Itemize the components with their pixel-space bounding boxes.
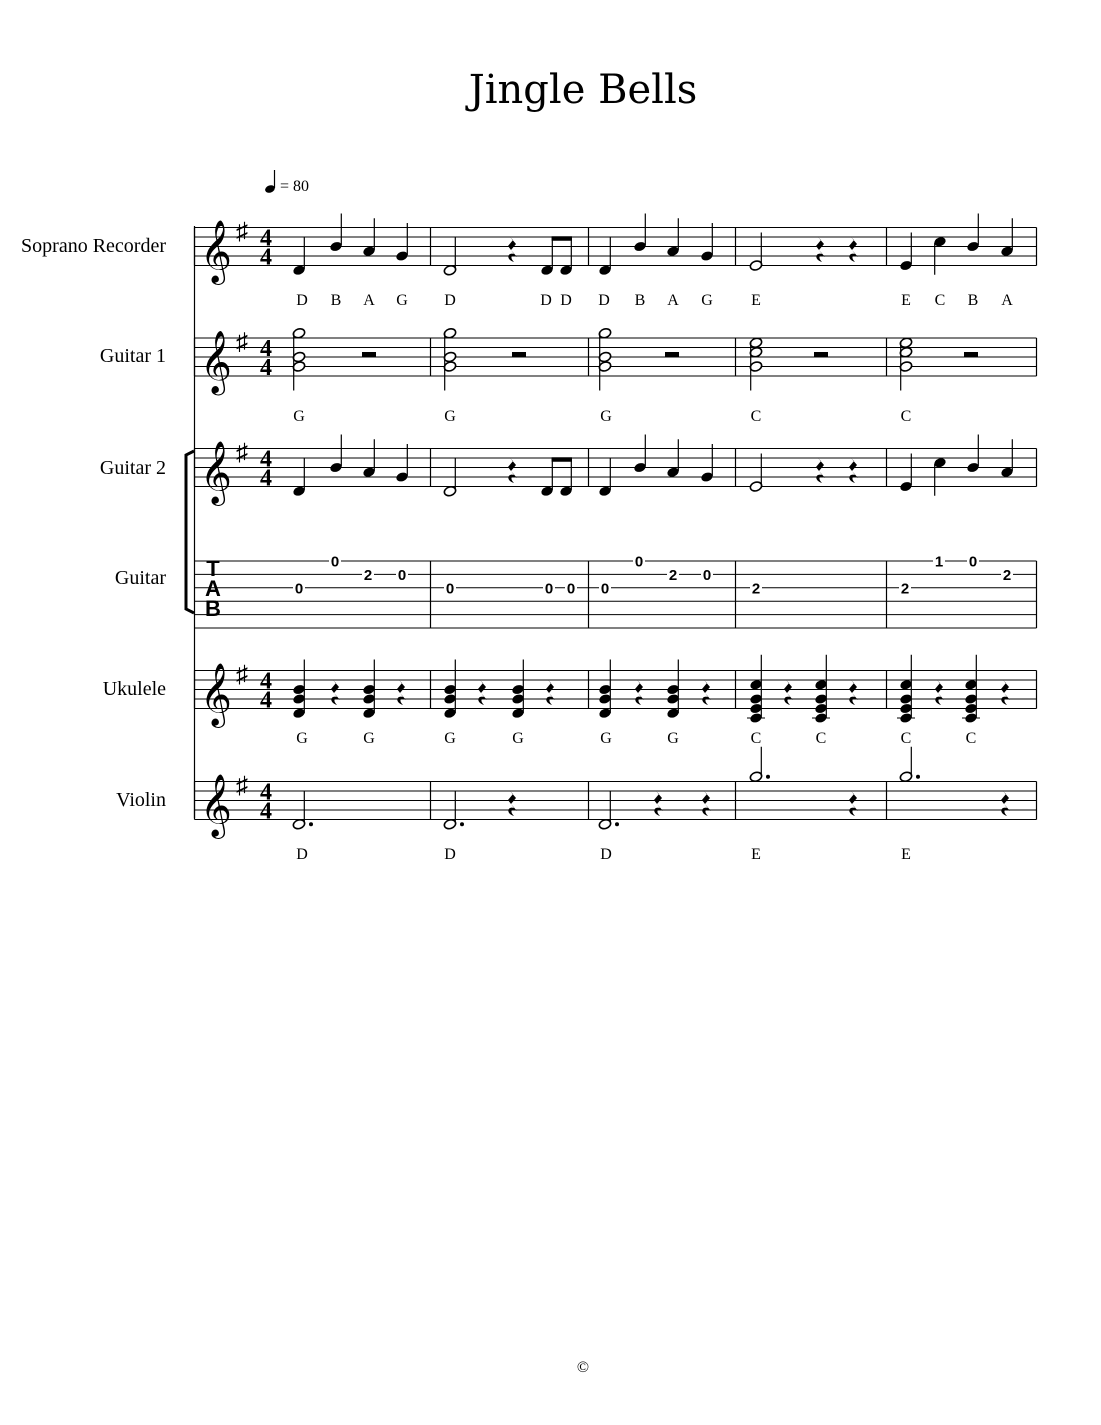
quarter-rest-icon <box>849 791 858 816</box>
quarter-rest-icon <box>849 458 858 483</box>
chord-name: G <box>293 408 305 425</box>
staff-label-guitar2: Guitar 2 <box>99 457 166 479</box>
note-name: D <box>540 292 552 309</box>
note <box>933 457 947 496</box>
note-name: B <box>330 292 342 309</box>
tab-fret-number: 0 <box>330 553 340 571</box>
chord-name: G <box>363 730 375 747</box>
tab-fret-number: 2 <box>363 566 373 584</box>
staff-label-guitar1: Guitar 1 <box>99 345 166 367</box>
sharp-icon: ♯ <box>236 662 248 688</box>
note <box>292 237 306 276</box>
tab-clef-letter: A <box>205 576 221 601</box>
note <box>292 458 306 497</box>
tab-fret-number: 0 <box>566 580 576 598</box>
note <box>700 444 714 483</box>
note <box>443 791 464 830</box>
tab-fret-number: 2 <box>1002 566 1012 584</box>
tab-fret-number: 0 <box>634 553 644 571</box>
beam <box>552 236 572 241</box>
note-name: D <box>560 292 572 309</box>
time-signature-bottom: 4 <box>260 244 272 271</box>
note-name: A <box>1001 292 1013 309</box>
note <box>666 218 680 257</box>
sharp-icon: ♯ <box>236 440 248 466</box>
note <box>933 236 947 275</box>
note <box>598 237 612 276</box>
treble-clef-icon: 𝄞 <box>200 442 232 503</box>
note <box>540 237 554 276</box>
staff-guitar-tab <box>195 554 1037 629</box>
note <box>292 791 313 830</box>
note <box>1000 439 1014 478</box>
staff-label-tab: Guitar <box>114 567 166 589</box>
note-name: E <box>751 292 761 309</box>
chord <box>292 660 306 720</box>
note-name: E <box>901 846 911 863</box>
treble-clef-icon: 𝄞 <box>200 775 232 836</box>
tab-fret-number: 2 <box>751 580 761 598</box>
time-signature-top: 4 <box>260 336 272 362</box>
chord-name: G <box>296 730 308 747</box>
chord-name: G <box>444 408 456 425</box>
chord-name: C <box>900 730 912 747</box>
note <box>395 223 409 262</box>
staff-bracket <box>186 451 194 613</box>
quarter-rest-icon <box>849 237 858 262</box>
tab-fret-number: 0 <box>397 566 407 584</box>
chord <box>666 660 680 720</box>
half-rest-icon <box>964 352 978 357</box>
tab-fret-number: 2 <box>900 580 910 598</box>
note <box>329 435 343 474</box>
tempo-text: = 80 <box>280 178 310 195</box>
chord-name: C <box>900 408 912 425</box>
quarter-rest-icon <box>635 680 644 705</box>
chord <box>598 327 612 390</box>
quarter-rest-icon <box>702 791 711 816</box>
note <box>966 214 980 253</box>
note-name: G <box>701 292 713 309</box>
note-name: A <box>667 292 679 309</box>
quarter-rest-icon <box>849 680 858 705</box>
tab-clef-letter: B <box>205 596 221 621</box>
note-name: D <box>296 846 308 863</box>
quarter-rest-icon <box>935 680 944 705</box>
note <box>362 218 376 257</box>
score-title: Jingle Bells <box>468 67 698 113</box>
note <box>749 747 770 783</box>
chord-name: G <box>444 730 456 747</box>
tab-fret-number: 1 <box>934 553 944 571</box>
staff-label-violin: Violin <box>116 789 166 811</box>
note <box>966 435 980 474</box>
half-rest-icon <box>362 352 376 357</box>
chord <box>749 337 763 391</box>
note <box>633 435 647 474</box>
quarter-rest-icon <box>654 791 663 816</box>
quarter-rest-icon <box>784 680 793 705</box>
note <box>598 791 619 830</box>
dot <box>766 775 770 779</box>
chord-name: G <box>600 730 612 747</box>
quarter-rest-icon <box>546 680 555 705</box>
beam <box>552 457 572 462</box>
dot <box>309 822 313 826</box>
chord <box>362 660 376 720</box>
quarter-rest-icon <box>508 791 517 816</box>
copyright-symbol: © <box>576 1359 590 1376</box>
note <box>362 439 376 478</box>
note <box>1000 218 1014 257</box>
note-name: E <box>751 846 761 863</box>
chord-name: G <box>667 730 679 747</box>
chord <box>899 337 913 391</box>
note-name: D <box>296 292 308 309</box>
quarter-rest-icon <box>1001 680 1010 705</box>
staff-soprano-recorder <box>195 219 1037 286</box>
time-signature-top: 4 <box>260 668 272 695</box>
sharp-icon: ♯ <box>236 773 248 799</box>
note <box>443 458 457 497</box>
note <box>329 214 343 253</box>
note <box>559 237 573 276</box>
note <box>540 458 554 497</box>
note-name: G <box>396 292 408 309</box>
chord-name: G <box>512 730 524 747</box>
quarter-rest-icon <box>816 237 825 262</box>
chord <box>511 660 525 720</box>
chord-name: G <box>600 408 612 425</box>
note <box>700 223 714 262</box>
half-rest-icon <box>512 352 526 357</box>
note-name: B <box>967 292 979 309</box>
note-name: D <box>598 292 610 309</box>
quarter-rest-icon <box>331 680 340 705</box>
dot <box>615 822 619 826</box>
note <box>559 458 573 497</box>
note <box>598 458 612 497</box>
note <box>899 233 913 272</box>
note-name: C <box>934 292 946 309</box>
quarter-rest-icon <box>508 237 517 262</box>
tempo-marking <box>264 170 309 195</box>
tab-fret-number: 0 <box>600 580 610 598</box>
note <box>443 237 457 276</box>
note <box>749 454 763 493</box>
chord <box>443 660 457 720</box>
note <box>395 444 409 483</box>
dot <box>916 775 920 779</box>
half-rest-icon <box>665 352 679 357</box>
tab-fret-number: 0 <box>544 580 554 598</box>
treble-clef-icon: 𝄞 <box>200 332 232 392</box>
note <box>666 439 680 478</box>
tab-fret-number: 2 <box>668 566 678 584</box>
time-signature-bottom: 4 <box>260 687 272 714</box>
tab-fret-number: 0 <box>702 566 712 584</box>
note-name: D <box>444 292 456 309</box>
tab-fret-number: 0 <box>968 553 978 571</box>
note-name: D <box>600 846 612 863</box>
chord-name: C <box>750 408 762 425</box>
half-rest-icon <box>814 352 828 357</box>
chord <box>598 660 612 720</box>
chord-name: C <box>750 730 762 747</box>
note <box>899 454 913 493</box>
note <box>633 214 647 253</box>
sharp-icon: ♯ <box>236 219 248 245</box>
quarter-rest-icon <box>816 458 825 483</box>
time-signature-top: 4 <box>260 446 272 473</box>
tab-clef-letter: T <box>206 556 220 581</box>
staff-label-recorder: Soprano Recorder <box>21 235 166 257</box>
time-signature-bottom: 4 <box>260 798 272 825</box>
quarter-rest-icon <box>478 680 487 705</box>
quarter-rest-icon <box>702 680 711 705</box>
chord-name: C <box>815 730 827 747</box>
treble-clef-icon: 𝄞 <box>200 664 232 725</box>
staff-guitar-2 <box>195 440 1037 507</box>
time-signature-bottom: 4 <box>260 465 272 492</box>
note <box>899 747 920 783</box>
staff-label-ukulele: Ukulele <box>102 678 166 700</box>
quarter-rest-icon <box>397 680 406 705</box>
dot <box>460 822 464 826</box>
time-signature-bottom: 4 <box>260 355 272 381</box>
sharp-icon: ♯ <box>236 329 248 356</box>
tab-fret-number: 0 <box>294 580 304 598</box>
note-name: A <box>363 292 375 309</box>
staff-violin <box>195 773 1037 840</box>
time-signature-top: 4 <box>260 779 272 806</box>
tab-fret-number: 0 <box>445 580 455 598</box>
note <box>749 233 763 272</box>
quarter-rest-icon <box>1001 791 1010 816</box>
treble-clef-icon: 𝄞 <box>200 221 232 282</box>
quarter-rest-icon <box>508 458 517 483</box>
chord <box>443 327 457 390</box>
note-name: B <box>634 292 646 309</box>
chord-name: C <box>965 730 977 747</box>
chord <box>292 327 306 390</box>
note-name: D <box>444 846 456 863</box>
note-name: E <box>901 292 911 309</box>
time-signature-top: 4 <box>260 225 272 252</box>
